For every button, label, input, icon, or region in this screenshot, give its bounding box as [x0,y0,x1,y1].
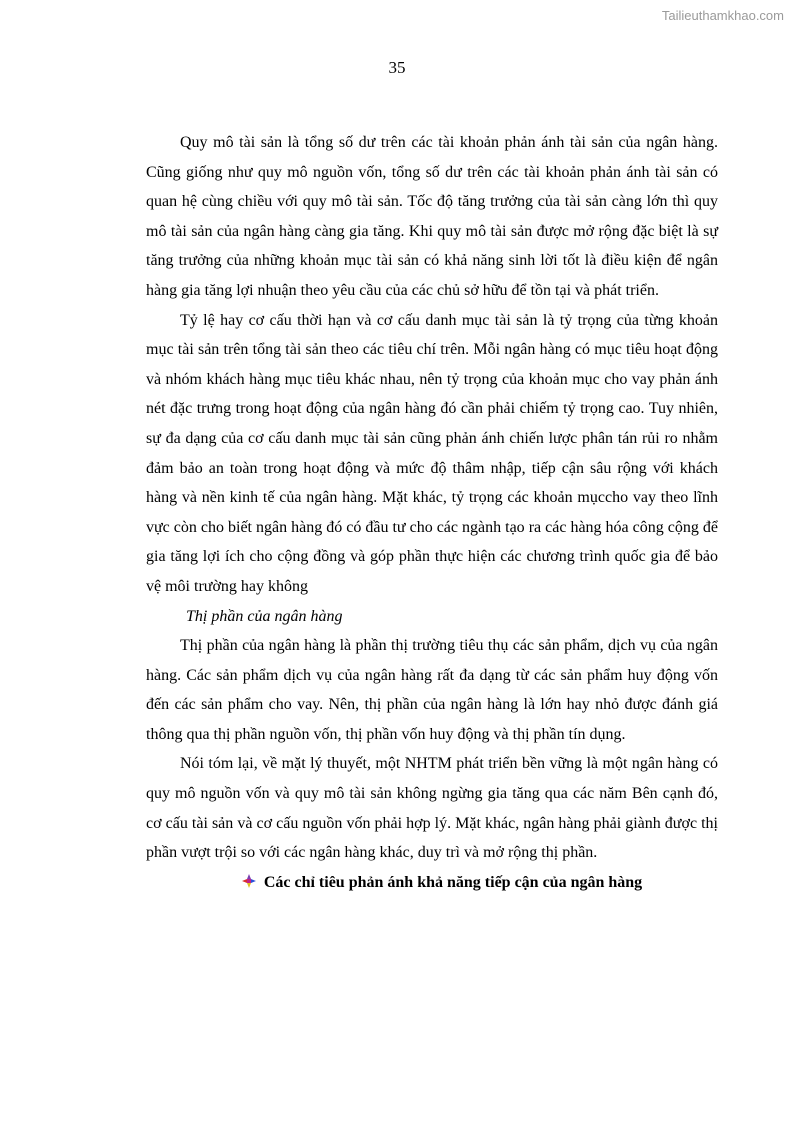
page-number: 35 [388,58,406,77]
paragraph-asset-scale: Quy mô tài sản là tổng số dư trên các tài khoản phản ánh tài sản của ngân hàng. Cũng giống như quy mô nguồn vốn, tổng số dư trên các tài khoản phản ánh tài sản có quan hệ cùng chiều với quy mô tài sản. Tốc độ tăng trưởng của tài sản càng lớn thì quy mô tài sản của ngân hàng càng gia tăng. Khi quy mô tài sản được mở rộng đặc biệt là sự tăng trưởng của những khoản mục tài sản có khả năng sinh lời tốt là điều kiện để ngân hàng gia tăng lợi nhuận theo yêu cầu của các chủ sở hữu để tồn tại và phát triển. [146,134,718,299]
paragraph-market-share: Thị phần của ngân hàng là phần thị trường tiêu thụ các sản phẩm, dịch vụ của ngân hàng. Các sản phẩm dịch vụ của ngân hàng rất đa dạng từ các sản phẩm huy động vốn đến các sản phẩm cho vay. Nên, thị phần của ngân hàng là lớn hay nhỏ được đánh giá thông qua thị phần nguồn vốn, thị phần vốn huy động và thị phần tín dụng. [146,637,718,743]
paragraph-conclusion: Nói tóm lại, về mặt lý thuyết, một NHTM phát triển bền vững là một ngân hàng có quy mô nguồn vốn và quy mô tài sản không ngừng gia tăng qua các năm Bên cạnh đó, cơ cấu tài sản và cơ cấu nguồn vốn phải hợp lý. Mặt khác, ngân hàng phải giành được thị phần vượt trội so với các ngân hàng khác, duy trì và mở rộng thị phần. [146,755,718,862]
paragraph-asset-structure: Tỷ lệ hay cơ cấu thời hạn và cơ cấu danh mục tài sản là tỷ trọng của từng khoản mục tài sản trên tổng tài sản theo các tiêu chí trên. Mỗi ngân hàng có mục tiêu hoạt động và nhóm khách hàng mục tiêu khác nhau, nên tỷ trọng của khoản mục cho vay phản ánh nét đặc trưng trong hoạt động của ngân hàng đó cần phải chiếm tỷ trọng cao. Tuy nhiên, sự đa dạng của cơ cấu danh mục tài sản cũng phản ánh chiến lược phân tán rủi ro nhằm đảm bảo an toàn trong hoạt động và mức độ thâm nhập, tiếp cận sâu rộng với khách hàng và nền kinh tế của ngân hàng. Mặt khác, tỷ trọng các khoản mụccho vay theo lĩnh vực còn cho biết ngân hàng đó có đầu tư cho các ngành tạo ra các hàng hóa công cộng để gia tăng lợi ích cho cộng đồng và góp phần thực hiện các chương trình quốc gia để bảo vệ môi trường hay không [146,311,718,595]
bullet-icon [242,869,256,883]
watermark: Tailieuthamkhao.com [661,8,784,23]
section-heading [146,868,718,898]
subheading-market-share: Thị phần của ngân hàng [186,607,343,625]
document-body [146,128,718,897]
section-heading-text: Các chỉ tiêu phản ánh khả năng tiếp cận của ngân hàng [263,873,643,891]
